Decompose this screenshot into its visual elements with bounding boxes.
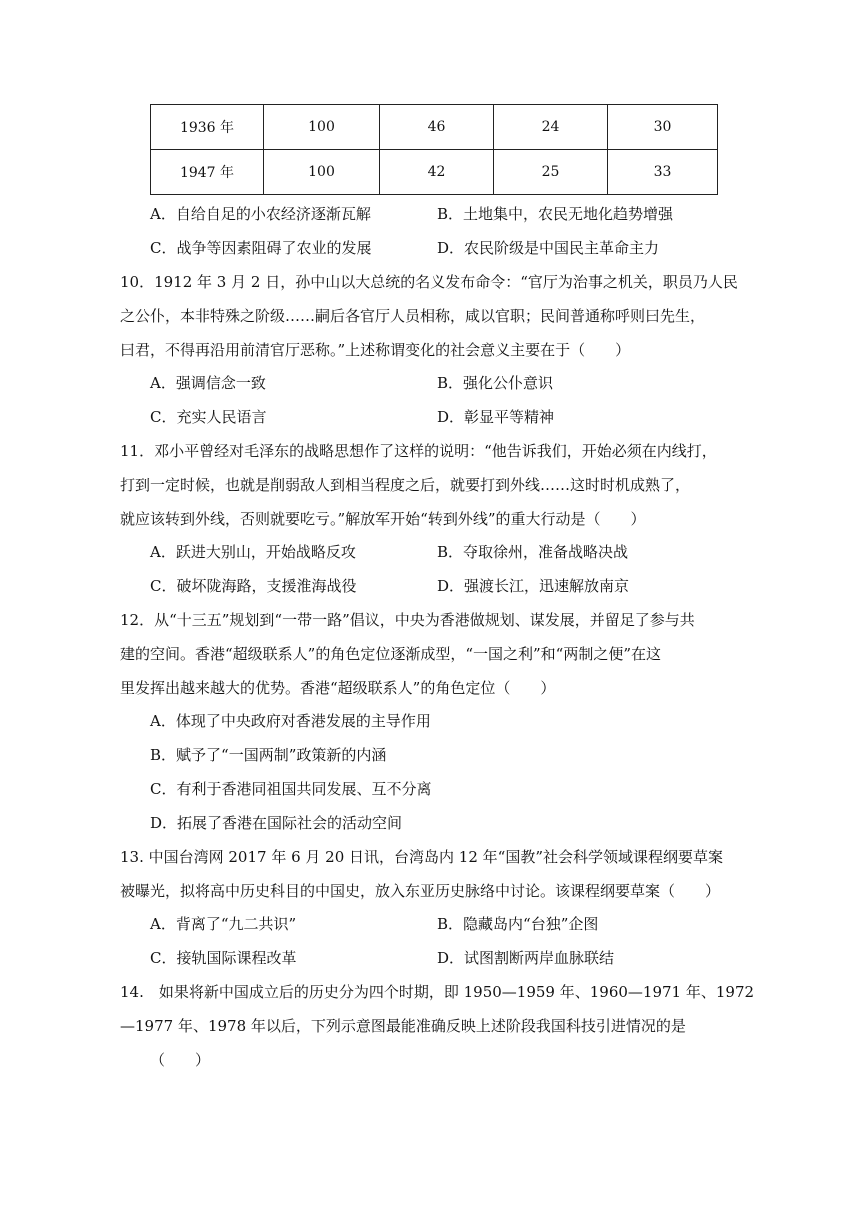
q11-option-d: D．强渡长江，迅速解放南京 [437,577,630,595]
table-row [151,150,718,195]
q12-stem-line: 建的空间。香港“超级联系人”的角色定位逐渐成型，“一国之利”和“两制之便”在这 [120,645,662,663]
table-cell: 1936 年 [151,105,264,150]
q11-stem-line: 11．邓小平曾经对毛泽东的战略思想作了这样的说明：“他告诉我们，开始必须在内线打， [120,442,717,460]
q11-option-a: A．跃进大别山，开始战略反攻 [150,543,356,561]
table-cell: 30 [608,105,718,150]
table-cell: 1947 年 [151,150,264,195]
q11-option-c: C．破坏陇海路，支援淮海战役 [150,577,357,595]
q14-stem-line: —1977 年、1978 年以后，下列示意图最能准确反映上述阶段我国科技引进情况的是 [120,1017,686,1035]
q14-stem-line: 14. 如果将新中国成立后的历史分为四个时期，即 1950—1959 年、1960—1971 年、1972 [120,983,755,1001]
q13-stem-line: 13. 中国台湾网 2017 年 6 月 20 日讯，台湾岛内 12 年“国教”社会科学领域课程纲要草案 [120,848,723,866]
q9-option-c: C．战争等因素阻碍了农业的发展 [150,239,372,257]
q13-stem-line: 被曝光，拟将高中历史科目的中国史，放入东亚历史脉络中讨论。该课程纲要草案（ ） [120,882,721,900]
q10-stem-line: 曰君，不得再沿用前清官厅恶称。”上述称谓变化的社会意义主要在于（ ） [120,341,631,359]
table-cell: 24 [494,105,608,150]
q10-option-b: B．强化公仆意识 [437,374,554,392]
table-cell: 42 [380,150,494,195]
q13-option-d: D．试图割断两岸血脉联结 [437,949,615,967]
q12-option-a: A．体现了中央政府对香港发展的主导作用 [150,712,431,730]
table-cell: 25 [494,150,608,195]
q11-option-b: B．夺取徐州，准备战略决战 [437,543,629,561]
q13-option-a: A．背离了“九二共识” [150,915,297,933]
q10-stem-line: 10．1912 年 3 月 2 日，孙中山以大总统的名义发布命令：“官厅为治事之机关，职员乃人民 [120,273,738,291]
q13-option-c: C．接轨国际课程改革 [150,949,297,967]
q10-option-a: A．强调信念一致 [150,374,266,392]
table-cell: 100 [264,150,380,195]
q11-stem-line: 打到一定时候，也就是削弱敌人到相当程度之后，就要打到外线……这时时机成熟了， [120,476,691,494]
q12-stem-line: 里发挥出越来越大的优势。香港“超级联系人”的角色定位（ ） [120,679,556,697]
q12-option-c: C．有利于香港同祖国共同发展、互不分离 [150,780,432,798]
q10-stem-line: 之公仆，本非特殊之阶级……嗣后各官厅人员相称，咸以官职；民间普通称呼则曰先生， [120,307,706,325]
q10-option-d: D．彰显平等精神 [437,408,555,426]
q9-option-a: A．自给自足的小农经济逐渐瓦解 [150,205,371,223]
q12-option-d: D．拓展了香港在国际社会的活动空间 [150,814,403,832]
q12-stem-line: 12．从“十三五”规划到“一带一路”倡议，中央为香港做规划、谋发展，并留足了参与共 [120,611,695,629]
table-cell: 33 [608,150,718,195]
table-cell: 100 [264,105,380,150]
q12-option-b: B．赋予了“一国两制”政策新的内涵 [150,746,387,764]
q11-stem-line: 就应该转到外线，否则就要吃亏。”解放军开始“转到外线”的重大行动是（ ） [120,510,646,528]
q13-option-b: B．隐藏岛内“台独”企图 [437,915,599,933]
table-cell: 46 [380,105,494,150]
table-row [151,105,718,150]
q14-stem-line: （ ） [150,1051,211,1069]
data-table [150,104,718,195]
q10-option-c: C．充实人民语言 [150,408,267,426]
q9-option-b: B．土地集中，农民无地化趋势增强 [437,205,674,223]
q9-option-d: D．农民阶级是中国民主革命主力 [437,239,660,257]
